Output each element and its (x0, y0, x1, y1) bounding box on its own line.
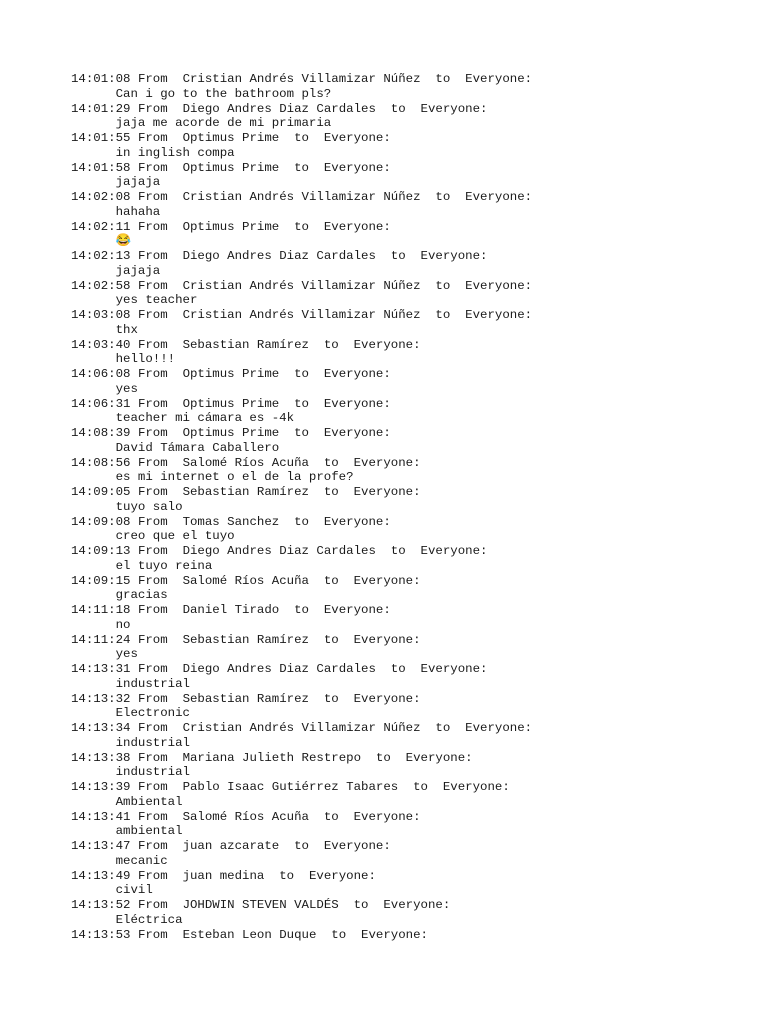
recipient-name: Everyone: (465, 278, 533, 293)
message-text: no (115, 617, 131, 632)
message-text: teacher mi cámara es -4k (115, 411, 295, 426)
chat-message-header (71, 898, 532, 913)
from-word: From (137, 426, 168, 440)
message-text: Ambiental (115, 794, 183, 809)
message-time: 14:13:52 (71, 898, 131, 912)
recipient-name: Everyone: (465, 721, 533, 735)
from-word: From (137, 131, 168, 145)
to-word: to (390, 544, 406, 558)
chat-message-header (71, 426, 532, 441)
sender-name: Cristian Andrés Villamizar Núñez (182, 278, 421, 293)
chat-message (71, 426, 532, 456)
message-time: 14:01:08 (71, 72, 131, 86)
to-word: to (353, 898, 369, 912)
chat-message (71, 751, 532, 781)
recipient-name: Everyone: (353, 809, 421, 824)
chat-message-header (71, 161, 532, 176)
from-word: From (137, 632, 168, 647)
recipient-name: Everyone: (465, 72, 533, 86)
from-word: From (137, 573, 168, 588)
sender-name: juan azcarate (182, 839, 280, 853)
chat-message-header (71, 249, 532, 264)
message-time: 14:09:13 (71, 544, 131, 558)
to-word: to (294, 603, 309, 617)
chat-message-header (71, 367, 532, 382)
sender-name: Optimus Prime (182, 131, 280, 145)
sender-name: Daniel Tirado (182, 603, 280, 617)
chat-message (71, 515, 532, 545)
recipient-name: Everyone: (420, 101, 488, 116)
from-word: From (137, 337, 168, 352)
chat-message (71, 456, 532, 486)
message-time: 14:13:47 (71, 839, 131, 853)
from-word: From (137, 927, 168, 942)
to-word: to (294, 131, 309, 145)
from-word: From (137, 455, 168, 470)
sender-name: Optimus Prime (182, 426, 280, 440)
from-word: From (137, 367, 168, 381)
chat-message-header (71, 308, 532, 323)
message-time: 14:09:15 (71, 573, 131, 588)
message-text: jajaja (115, 263, 161, 278)
chat-message (71, 780, 532, 810)
chat-message-header (71, 692, 532, 707)
from-word: From (137, 249, 168, 263)
from-word: From (137, 278, 168, 293)
recipient-name: Everyone: (465, 308, 533, 322)
message-time: 14:13:34 (71, 721, 131, 735)
chat-message-header (71, 574, 532, 589)
from-word: From (137, 721, 168, 735)
message-time: 14:03:08 (71, 308, 131, 322)
to-word: to (294, 839, 309, 853)
chat-message (71, 161, 532, 191)
message-time: 14:08:39 (71, 426, 131, 440)
recipient-name: Everyone: (353, 455, 421, 470)
chat-message (71, 338, 532, 368)
from-word: From (137, 750, 168, 765)
message-time: 14:02:58 (71, 278, 131, 293)
recipient-name: Everyone: (353, 691, 421, 706)
from-word: From (137, 868, 168, 883)
chat-message (71, 928, 532, 943)
sender-name: Sebastian Ramírez (182, 485, 309, 499)
recipient-name: Everyone: (405, 750, 473, 765)
sender-name: Sebastian Ramírez (182, 691, 309, 706)
message-text: 😂 (115, 234, 132, 249)
message-text: tuyo salo (115, 499, 183, 514)
chat-message-header (71, 869, 532, 884)
sender-name: Diego Andres Diaz Cardales (182, 662, 376, 676)
message-time: 14:11:24 (71, 632, 131, 647)
chat-message (71, 279, 532, 309)
to-word: to (435, 721, 451, 735)
from-word: From (137, 308, 168, 322)
chat-message (71, 603, 532, 633)
chat-message-header (71, 102, 532, 117)
chat-message-header (71, 485, 532, 500)
chat-message-header (71, 721, 532, 736)
message-text: yes (115, 381, 138, 396)
message-text: es mi internet o el de la profe? (115, 470, 354, 485)
chat-message-header (71, 131, 532, 146)
to-word: to (331, 927, 347, 942)
message-time: 14:06:08 (71, 367, 131, 381)
chat-message (71, 692, 532, 722)
from-word: From (137, 485, 168, 499)
from-word: From (137, 101, 168, 116)
to-word: to (323, 337, 339, 352)
chat-message-header (71, 279, 532, 294)
from-word: From (137, 190, 168, 204)
chat-message (71, 839, 532, 869)
chat-message (71, 308, 532, 338)
recipient-name: Everyone: (353, 632, 421, 647)
recipient-name: Everyone: (361, 927, 428, 942)
to-word: to (294, 514, 309, 529)
message-time: 14:02:11 (71, 219, 131, 234)
recipient-name: Everyone: (308, 868, 376, 883)
sender-name: Diego Andres Diaz Cardales (182, 249, 376, 263)
chat-message (71, 367, 532, 397)
sender-name: Sebastian Ramírez (182, 337, 309, 352)
chat-message (71, 485, 532, 515)
chat-message (71, 574, 532, 604)
recipient-name: Everyone: (323, 367, 391, 381)
recipient-name: Everyone: (420, 544, 488, 558)
to-word: to (279, 868, 295, 883)
sender-name: Salomé Ríos Acuña (182, 573, 309, 588)
to-word: to (323, 485, 339, 499)
chat-message-header (71, 810, 532, 825)
from-word: From (137, 839, 168, 853)
message-time: 14:08:56 (71, 455, 131, 470)
recipient-name: Everyone: (323, 514, 391, 529)
sender-name: Salomé Ríos Acuña (182, 809, 309, 824)
chat-message (71, 131, 532, 161)
message-text: el tuyo reina (115, 558, 213, 573)
recipient-name: Everyone: (353, 573, 421, 588)
recipient-name: Everyone: (323, 160, 391, 175)
message-text: yes (115, 647, 138, 662)
message-text: Can i go to the bathroom pls? (115, 86, 332, 101)
recipient-name: Everyone: (442, 780, 510, 794)
chat-message-header (71, 751, 532, 766)
sender-name: Diego Andres Diaz Cardales (182, 544, 376, 558)
chat-message-header (71, 190, 532, 205)
recipient-name: Everyone: (465, 190, 533, 204)
to-word: to (294, 367, 309, 381)
recipient-name: Everyone: (323, 131, 391, 145)
message-text: Electronic (115, 706, 190, 721)
chat-message (71, 249, 532, 279)
sender-name: Sebastian Ramírez (182, 632, 309, 647)
to-word: to (294, 396, 309, 411)
sender-name: Cristian Andrés Villamizar Núñez (182, 308, 421, 322)
to-word: to (435, 72, 451, 86)
chat-message-header (71, 603, 532, 618)
recipient-name: Everyone: (383, 898, 451, 912)
to-word: to (323, 632, 339, 647)
to-word: to (435, 278, 451, 293)
recipient-name: Everyone: (420, 662, 488, 676)
chat-message (71, 102, 532, 132)
message-time: 14:01:55 (71, 131, 131, 145)
message-text: yes teacher (115, 293, 198, 308)
message-text: hello!!! (115, 352, 176, 367)
sender-name: Optimus Prime (182, 367, 280, 381)
chat-message (71, 220, 532, 250)
message-text: thx (115, 322, 138, 337)
to-word: to (323, 809, 339, 824)
message-time: 14:06:31 (71, 396, 131, 411)
message-text: hahaha (115, 204, 161, 219)
recipient-name: Everyone: (420, 249, 488, 263)
message-text: jaja me acorde de mi primaria (115, 116, 332, 131)
to-word: to (294, 160, 309, 175)
to-word: to (435, 190, 451, 204)
from-word: From (137, 780, 168, 794)
chat-message-header (71, 515, 532, 530)
message-time: 14:13:39 (71, 780, 131, 794)
chat-message (71, 810, 532, 840)
message-text: jajaja (115, 175, 161, 190)
message-text: industrial (115, 676, 190, 691)
to-word: to (390, 101, 406, 116)
to-word: to (294, 426, 309, 440)
chat-message (71, 869, 532, 899)
from-word: From (137, 898, 168, 912)
sender-name: Cristian Andrés Villamizar Núñez (182, 72, 421, 86)
to-word: to (435, 308, 451, 322)
to-word: to (323, 455, 339, 470)
sender-name: Cristian Andrés Villamizar Núñez (182, 721, 421, 735)
from-word: From (137, 160, 168, 175)
chat-log (71, 72, 532, 942)
message-text: industrial (115, 765, 190, 780)
message-time: 14:13:38 (71, 750, 131, 765)
chat-message (71, 898, 532, 928)
to-word: to (375, 750, 391, 765)
message-text: in inglish compa (115, 145, 235, 160)
message-time: 14:09:05 (71, 485, 131, 499)
message-text: David Támara Caballero (115, 440, 280, 455)
from-word: From (137, 603, 168, 617)
sender-name: JOHDWIN STEVEN VALDÉS (182, 898, 339, 912)
chat-message (71, 397, 532, 427)
chat-message-header (71, 338, 532, 353)
to-word: to (323, 691, 339, 706)
to-word: to (294, 219, 309, 234)
sender-name: Cristian Andrés Villamizar Núñez (182, 190, 421, 204)
sender-name: Optimus Prime (182, 219, 280, 234)
message-text: creo que el tuyo (115, 529, 235, 544)
to-word: to (390, 249, 406, 263)
from-word: From (137, 514, 168, 529)
message-text: civil (115, 883, 153, 898)
chat-message-header (71, 839, 532, 854)
chat-message-header (71, 928, 532, 943)
message-text: ambiental (115, 824, 183, 839)
recipient-name: Everyone: (323, 839, 391, 853)
from-word: From (137, 544, 168, 558)
recipient-name: Everyone: (353, 337, 421, 352)
recipient-name: Everyone: (353, 485, 421, 499)
from-word: From (137, 72, 168, 86)
chat-message (71, 633, 532, 663)
from-word: From (137, 219, 168, 234)
message-time: 14:01:29 (71, 101, 131, 116)
sender-name: Salomé Ríos Acuña (182, 455, 309, 470)
message-time: 14:02:13 (71, 249, 131, 263)
message-text: Eléctrica (115, 912, 183, 927)
recipient-name: Everyone: (323, 426, 391, 440)
message-time: 14:13:53 (71, 927, 131, 942)
to-word: to (323, 573, 339, 588)
message-time: 14:01:58 (71, 160, 131, 175)
sender-name: juan medina (182, 868, 265, 883)
sender-name: Diego Andres Diaz Cardales (182, 101, 376, 116)
message-time: 14:11:18 (71, 603, 131, 617)
sender-name: Optimus Prime (182, 396, 280, 411)
sender-name: Esteban Leon Duque (182, 927, 317, 942)
chat-message (71, 190, 532, 220)
from-word: From (137, 809, 168, 824)
message-time: 14:02:08 (71, 190, 131, 204)
to-word: to (390, 662, 406, 676)
chat-message (71, 662, 532, 692)
message-time: 14:09:08 (71, 514, 131, 529)
sender-name: Mariana Julieth Restrepo (182, 750, 362, 765)
message-text: mecanic (115, 853, 168, 868)
from-word: From (137, 691, 168, 706)
chat-message-header (71, 220, 532, 235)
message-time: 14:03:40 (71, 337, 131, 352)
chat-message (71, 721, 532, 751)
from-word: From (137, 396, 168, 411)
chat-message (71, 544, 532, 574)
sender-name: Tomas Sanchez (182, 514, 280, 529)
chat-message-header (71, 780, 532, 795)
recipient-name: Everyone: (323, 219, 391, 234)
chat-message-header (71, 662, 532, 677)
chat-message-header (71, 544, 532, 559)
message-time: 14:13:49 (71, 868, 131, 883)
chat-message-header (71, 633, 532, 648)
message-text: gracias (115, 588, 168, 603)
recipient-name: Everyone: (323, 603, 391, 617)
chat-message-header (71, 456, 532, 471)
to-word: to (413, 780, 428, 794)
message-text: industrial (115, 735, 190, 750)
message-time: 14:13:32 (71, 691, 131, 706)
sender-name: Optimus Prime (182, 160, 280, 175)
message-time: 14:13:31 (71, 662, 131, 676)
chat-message-header (71, 397, 532, 412)
recipient-name: Everyone: (323, 396, 391, 411)
sender-name: Pablo Isaac Gutiérrez Tabares (182, 780, 399, 794)
from-word: From (137, 662, 168, 676)
message-time: 14:13:41 (71, 809, 131, 824)
chat-message-header (71, 72, 532, 87)
chat-message (71, 72, 532, 102)
